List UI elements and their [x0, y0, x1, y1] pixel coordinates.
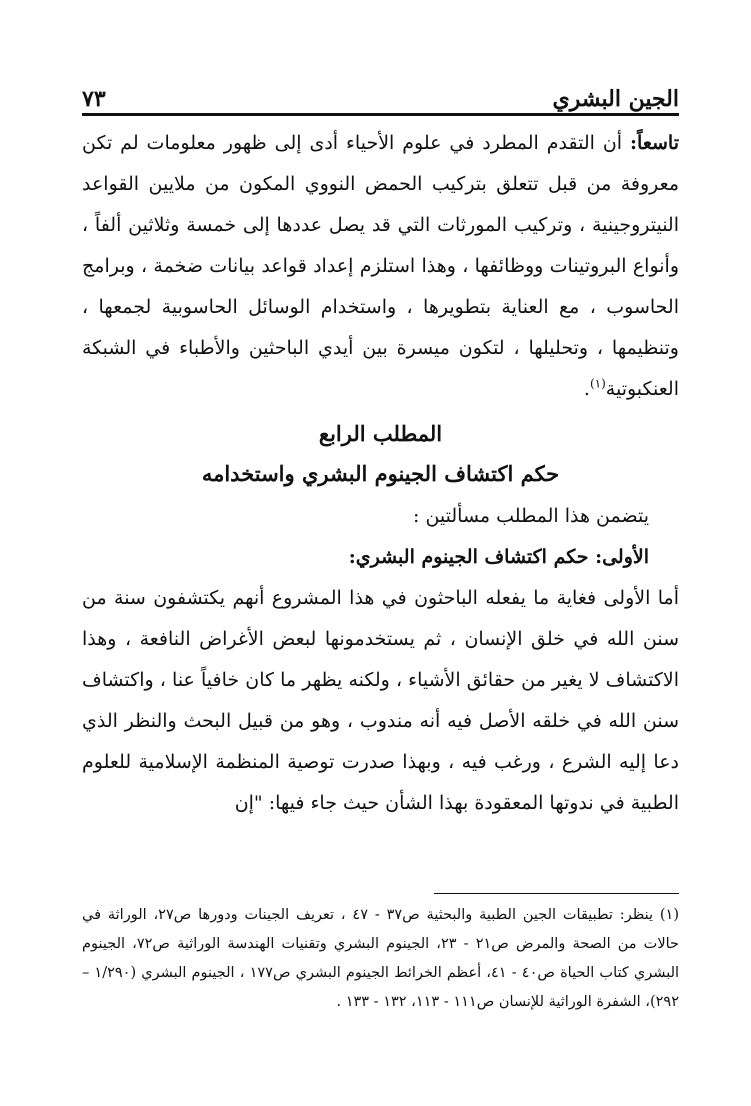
body-text — [82, 123, 679, 824]
page-number: ٧٣ — [82, 86, 106, 112]
paragraph-end: . — [583, 378, 590, 400]
footnotes — [82, 901, 679, 1017]
issue-one-text: أما الأولى فغاية ما يفعله الباحثون في هذا المشروع أنهم يكتشفون سنة من سنن الله في خلق الإنسان ، ثم يستخدمونها لبعض الأغراض النافعة ، وهذا الاكتشاف لا يغير من حقائق الأشياء ، ولكنه يظهر ما كان خافياً عنا ، واكتشاف سنن الله في خلقه الأصل فيه أنه مندوب ، وهو من قبيل البحث والنظر الذي دعا إليه الشرع ، ورغب فيه ، وبهذا صدرت توصية المنظمة الإسلامية للعلوم الطبية في ندوتها المعقودة بهذا الشأن حيث جاء فيها: "إن — [82, 587, 679, 814]
paragraph-text: أن التقدم المطرد في علوم الأحياء أدى إلى ظهور معلومات لم تكن معروفة من قبل تتعلق بتركيب الحمض النووي المكون من ملايين القواعد النيتروجينية ، وتركيب المورثات التي قد يصل عددها إلى خمسة وثلاثين ألفاً ، وأنواع البروتينات ووظائفها ، وهذا استلزم إعداد قواعد بيانات ضخمة ، وبرامج الحاسوب ، مع العناية بتطويرها ، واستخدام الوسائل الحاسوبية لجمعها ، وتنظيمها ، وتحليلها ، لتكون ميسرة بين أيدي الباحثين والأطباء في الشبكة العنكبوتية — [82, 132, 679, 400]
footnote-reference: (١) — [589, 376, 606, 391]
paragraph-lead: تاسعاً: — [630, 132, 679, 154]
footnote-item: (١) ينظر: تطبيقات الجين الطبية والبحثية ص٣٧ - ٤٧ ، تعريف الجينات ودورها ص٢٧، الوراثة في حالات من الصحة والمرض ص٢١ - ٢٣، الجينوم البشري وتقنيات الهندسة الوراثية ص٧٢، الجينوم البشري كتاب الحياة ص٤٠ - ٤١، أعظم الخرائط الجينوم البشري ص١٧٧ ، الجينوم البشري (١/٢٩٠ – ٢٩٢)، الشفرة الوراثية للإنسان ص١١١ - ١١٣، ١٣٢ - ١٣٣ . — [82, 907, 680, 1010]
section-intro: يتضمن هذا المطلب مسألتين : — [413, 505, 649, 527]
section-subtitle: حكم اكتشاف الجينوم البشري واستخدامه — [201, 461, 560, 486]
page-header — [82, 70, 679, 110]
paragraph-nine — [82, 123, 679, 410]
issue-one-title: الأولى: حكم اكتشاف الجينوم البشري: — [348, 546, 649, 568]
running-title: الجين البشري — [552, 86, 679, 112]
footnote-rule — [434, 893, 679, 894]
header-rule — [82, 113, 679, 116]
section-title: المطلب الرابع — [318, 421, 443, 446]
